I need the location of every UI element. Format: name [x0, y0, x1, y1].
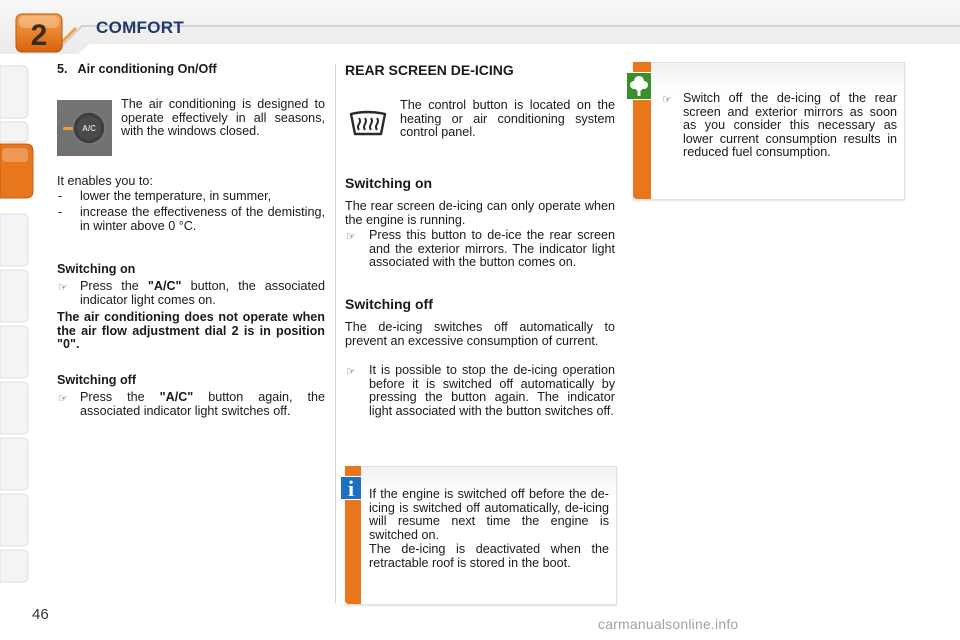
side-tab-1 [0, 66, 28, 118]
side-tab-4 [0, 214, 28, 266]
ac-enable-item-2: increase the effectiveness of the demisting, in winter above 0 °C. [80, 205, 325, 233]
ac-intro: The air conditioning is designed to operate effectively in all seasons, with the windows closed. [121, 97, 325, 139]
side-tab-10 [0, 550, 28, 582]
info-box-paragraph-2: The de-icing is deactivated when the retractable roof is stored in the boot. [369, 542, 609, 570]
rear-switching-off-title: Switching off [345, 296, 433, 312]
dash-2: - [58, 205, 63, 219]
chapter-side-tabs [0, 64, 34, 584]
pointing-hand-icon: ☞ [662, 94, 672, 106]
page-number: 46 [32, 606, 49, 623]
info-box-paragraph-1: If the engine is switched off before the de-icing is switched off automatically, de-icing will resume next time the engine is switched on. [369, 487, 609, 542]
side-tab-9 [0, 494, 28, 546]
side-tab-5 [0, 270, 28, 322]
side-tab-7 [0, 382, 28, 434]
ac-off-result: button again, the associated indicator light switches off. [80, 390, 325, 418]
ac-switching-on-text [80, 280, 325, 307]
ac-warning: The air conditioning does not operate when the air flow adjustment dial 2 is in position "0". [57, 310, 325, 352]
chapter-number: 2 [30, 19, 48, 52]
pointing-hand-icon: ☞ [58, 393, 68, 405]
pointing-hand-icon: ☞ [346, 231, 356, 243]
rear-switching-off-bullet: It is possible to stop the de-icing operation before it is switched off automatically by pressing the button again. The indicator light associated with the button switches off. [369, 363, 615, 418]
ac-switching-off-title: Switching off [57, 373, 137, 387]
watermark: carmanualsonline.info [598, 616, 739, 632]
side-tab-2 [0, 122, 28, 142]
side-tab-8 [0, 438, 28, 490]
ac-enable-item-1: lower the temperature, in summer, [80, 189, 272, 203]
rear-screen-intro: The control button is located on the heating or air conditioning system control panel. [400, 98, 615, 140]
dash-1: - [58, 189, 63, 203]
eco-tree-icon [626, 72, 652, 100]
info-icon-letter: i [347, 476, 355, 500]
pointing-hand-icon: ☞ [346, 366, 356, 378]
ac-button-ref: "A/C" [159, 390, 194, 404]
ac-enables-title: It enables you to: [57, 174, 153, 188]
rear-screen-defrost-icon [346, 108, 390, 142]
press-text: Press the [80, 279, 148, 293]
ac-switching-off-text [80, 391, 325, 418]
rear-switching-off-text: The de-icing switches off automatically to prevent an excessive consumption of current. [345, 320, 615, 348]
info-icon [340, 476, 362, 500]
ac-button-ref: "A/C" [147, 279, 182, 293]
rear-switching-on-text: The rear screen de-icing can only operate when the engine is running. [345, 199, 615, 227]
eco-tip-text: Switch off the de-icing of the rear screen and exterior mirrors as soon as you consider this necessary as lower current consumption results in reduced fuel consumption. [683, 91, 897, 160]
rear-screen-title: REAR SCREEN DE-ICING [345, 62, 514, 78]
ac-section-heading: 5. Air conditioning On/Off [57, 62, 217, 76]
ac-switching-on-title: Switching on [57, 262, 136, 276]
column-divider [335, 64, 336, 604]
rear-switching-on-title: Switching on [345, 175, 433, 191]
ac-button-label: A/C [82, 124, 96, 133]
ac-button-icon [57, 100, 112, 156]
press-text: Press the [80, 390, 160, 404]
ac-on-result: button, the associated indicator light comes on. [80, 279, 325, 307]
rear-switching-on-bullet: Press this button to de-ice the rear screen and the exterior mirrors. The indicator light associated with the button comes on. [369, 228, 615, 270]
side-tab-6 [0, 326, 28, 378]
chapter-number-tab [14, 12, 66, 54]
pointing-hand-icon: ☞ [58, 282, 68, 294]
chapter-title: COMFORT [96, 18, 185, 37]
